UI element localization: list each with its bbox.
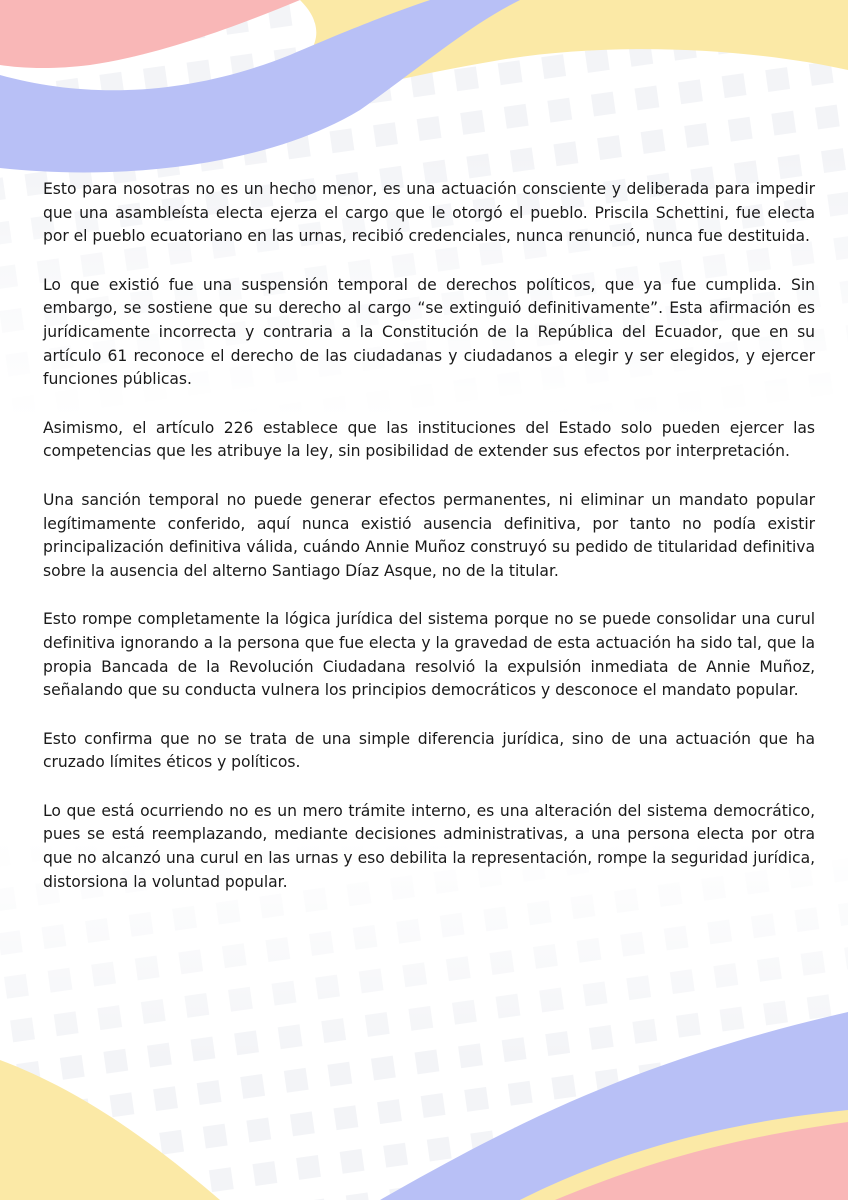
paragraph-4: Una sanción temporal no puede generar efectos permanentes, ni eliminar un mandato popular legítimamente conferido, aquí nunca existió ausencia definitiva, por tanto no podía existir principalización definitiva válida, cuándo Annie Muñoz construyó su pedido de titularidad definitiva sobre la ausencia del alterno Santiago Díaz Asque, no de la titular. — [43, 490, 815, 580]
paragraph-5: Esto rompe completamente la lógica jurídica del sistema porque no se puede consolidar una curul definitiva ignorando a la persona que fue electa y la gravedad de esta actuación ha sido tal, que la propia Bancada de la Revolución Ciudadana resolvió la expulsión inmediata de Annie Muñoz, señalando que su conducta vulnera los principios democráticos y desconoce el mandato popular. — [43, 610, 815, 700]
document-body — [43, 178, 815, 919]
paragraph-1: Esto para nosotras no es un hecho menor, es una actuación consciente y deliberada para impedir que una asambleísta electa ejerza el cargo que le otorgó el pueblo. Priscila Schettini, fue electa por el pueblo ecuatoriano en las urnas, recibió credenciales, nunca renunció, nunca fue destituida. — [43, 180, 815, 246]
paragraph-3: Asimismo, el artículo 226 establece que las instituciones del Estado solo pueden ejercer las competencias que les atribuye la ley, sin posibilidad de extender sus efectos por interpretación. — [43, 418, 815, 461]
paragraph-2: Lo que existió fue una suspensión temporal de derechos políticos, que ya fue cumplida. Sin embargo, se sostiene que su derecho al cargo “se extinguió definitivamente”. Esta afirmación es jurídicamente incorrecta y contraria a la Constitución de la República del Ecuador, que en su artículo 61 reconoce el derecho de las ciudadanas y ciudadanos a elegir y ser elegidos, y ejercer funciones públicas. — [43, 275, 815, 389]
paragraph-7: Lo que está ocurriendo no es un mero trámite interno, es una alteración del sistema democrático, pues se está reemplazando, mediante decisiones administrativas, a una persona electa por otra que no alcanzó una curul en las urnas y eso debilita la representación, rompe la seguridad jurídica, distorsiona la voluntad popular. — [43, 801, 815, 891]
paragraph-6: Esto confirma que no se trata de una simple diferencia jurídica, sino de una actuación que ha cruzado límites éticos y políticos. — [43, 729, 815, 772]
